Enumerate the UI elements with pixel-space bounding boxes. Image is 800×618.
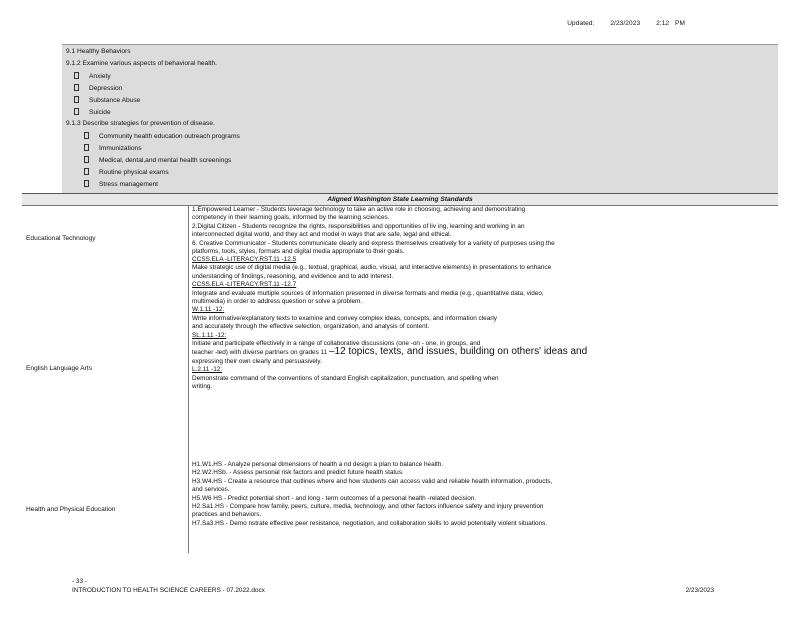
outline-bullet-item: Medical, dental,and mental health screenings — [84, 156, 231, 164]
section-label-health-pe: Health and Physical Education — [26, 506, 116, 513]
outline-bullet-item: Substance Abuse — [74, 96, 140, 104]
bullet-icon — [74, 108, 79, 115]
footer-date: 2/23/2023 — [685, 587, 714, 594]
updated-label: Updated: — [567, 20, 595, 27]
section-label-edtech: Educational Technology — [26, 235, 96, 242]
aligned-standards-header: Aligned Washington State Learning Standards — [22, 193, 778, 206]
outline-bullet-item: Depression — [74, 84, 122, 92]
outline-heading: 9.1 Healthy Behaviors — [66, 48, 131, 55]
outline-bullet-item: Stress management — [84, 180, 158, 188]
outline-item-913: 9.1.3 Describe strategies for prevention of disease. — [66, 120, 215, 127]
column-divider — [188, 205, 189, 553]
outline-bullet-item: Community health education outreach programs — [84, 132, 240, 140]
footer-doc-title: INTRODUCTION TO HEALTH SCIENCE CAREERS - 07.2022.docx — [72, 587, 265, 594]
section-content-edtech: 1.Empowered Learner - Students leverage technology to take an active role in choosing, achieving and demonstrating competency in their learning goals, informed by the learning sciences. 2.Digital Citizen - Students recognize the rights, responsibilities and opportunities of liv ing, learning and working in an interconnected digital world, and they act and model in ways that are safe, legal and ethical. 6. Creative Communicator - Students communicate clearly and express themselves creatively for a variety of purposes using the platforms, tools, styles, formats and digital media appropriate to their goals. — [192, 206, 555, 256]
bullet-icon — [84, 144, 89, 151]
page-number: - 33 - — [72, 578, 87, 585]
updated-ampm: PM — [675, 20, 685, 27]
section-content-health-pe: H1.W1.HS - Analyze personal dimensions of health a nd design a plan to balance health. H2.W2.HSb. - Assess personal risk factors and predict future health status. H3.W4.HS - Create a resource that outlines where and how students can access valid and reliable health information, products, and services. H5.W6 HS - Predict potential short - and long - term outcomes of a personal health -related decision. H2.Sa1.HS - Compare how family, peers, culture, media, technology, and other factors influence safety and injury prevention practices and behaviors. H7.Sa3.HS - Demo nstrate effective peer resistance, negotiation, and collaboration skills to avoid potentially violent situations. — [192, 461, 553, 527]
bullet-icon — [74, 96, 79, 103]
bullet-icon — [84, 132, 89, 139]
outline-item-912: 9.1.2 Examine various aspects of behavioral health. — [66, 60, 218, 67]
bullet-icon — [84, 168, 89, 175]
inline-large-text: –12 topics, texts, and issues, building on others' ideas and — [329, 346, 588, 358]
section-content-ela: CCSS.ELA -LITERACY.RST.11 -12.5 Make strategic use of digital media (e.g., textual, graphical, audio, visual, and interactive elements) in presentations to enhance understanding of findings, reasoning, and evidence and to add interest. CCSS.ELA -LITERACY.RST.11 -12.7 Integrate and evaluate multiple sources of information presented in diverse formats and media (e.g., quantitative data, video, multimedia) in order to address question or solve a problem. W.1.11 -12: Write informative/explanatory texts to examine and convey complex ideas, concepts, and information clearly and accurately through the effective selection, organization, and analysis of content. SL.1.11 -12: Initiate and participate effectively in a range of collaborative discussions (one -on - one, in groups, and teacher -led) with diverse partners on grades 11 –12 topics, texts, and issues, building on others' ideas and expressing their own clearly and persuasively. L.2.11 -12: Demonstrate command of the conventions of standard English capitalization, punctuation, and spelling when writing. — [192, 256, 588, 391]
bullet-icon — [84, 156, 89, 163]
bullet-icon — [74, 84, 79, 91]
standards-table — [22, 205, 778, 553]
document-header — [553, 20, 685, 27]
updated-time: 2:12 — [656, 20, 670, 27]
outline-block — [62, 44, 778, 194]
updated-date: 2/23/2023 — [610, 20, 641, 27]
outline-bullet-item: Anxiety — [74, 72, 111, 80]
outline-bullet-item: Immunizations — [84, 144, 142, 152]
section-label-ela: English Language Arts — [26, 365, 92, 372]
bullet-icon — [74, 72, 79, 79]
outline-bullet-item: Routine physical exams — [84, 168, 169, 176]
outline-bullet-item: Suicide — [74, 108, 111, 116]
bullet-icon — [84, 180, 89, 187]
